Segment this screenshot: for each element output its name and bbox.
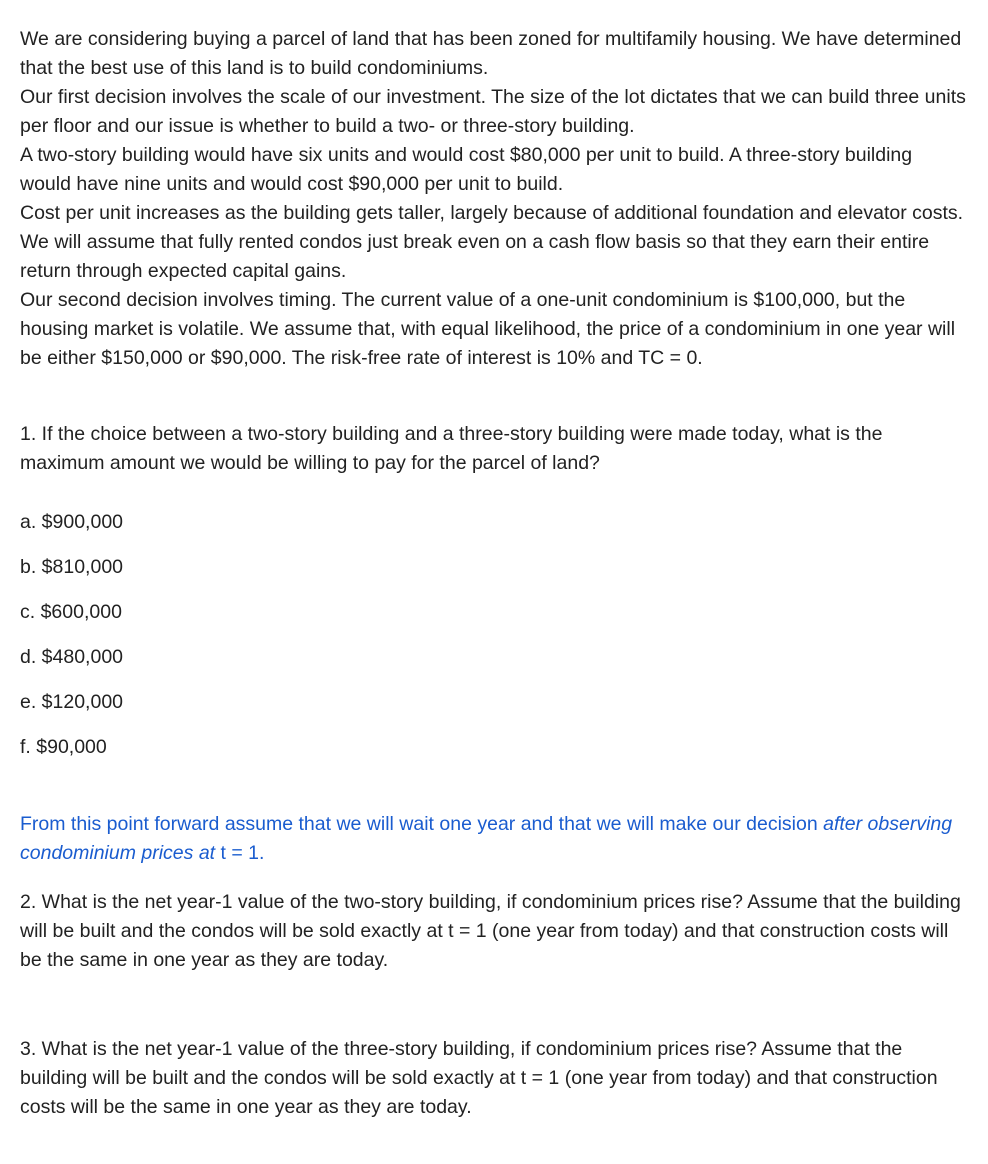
question-1: 1. If the choice between a two-story building and a three-story building were made today, what is the maximum amount we would be willing to pay for the parcel of land? xyxy=(20,423,883,474)
assumption-note xyxy=(20,810,968,868)
question-1-options xyxy=(20,508,968,762)
option-b[interactable]: b. $810,000 xyxy=(20,556,124,578)
option-c[interactable]: c. $600,000 xyxy=(20,601,122,623)
intro-paragraph-5: Our second decision involves timing. The current value of a one-unit condominium is $100,000, but the housing market is volatile. We assume that, with equal likelihood, the price of a condominium in one year will be either $150,000 or $90,000. The risk-free rate of interest is 10% and TC = 0. xyxy=(20,289,956,369)
question-2: 2. What is the net year-1 value of the two-story building, if condominium prices rise? Assume that the building will be built and the condos will be sold exactly at t = 1 (one year from today) and that construction costs will be the same in one year as they are today. xyxy=(20,890,961,971)
option-d[interactable]: d. $480,000 xyxy=(20,646,124,668)
option-e[interactable]: e. $120,000 xyxy=(20,691,124,713)
intro-paragraph-4: Cost per unit increases as the building gets taller, largely because of additional foundation and elevator costs. We will assume that fully rented condos just break even on a cash flow basis so that they earn their entire return through expected capital gains. xyxy=(20,202,964,282)
note-suffix: t = 1. xyxy=(215,842,265,864)
intro-paragraph-3: A two-story building would have six units and would cost $80,000 per unit to build. A three-story building would have nine units and would cost $90,000 per unit to build. xyxy=(20,144,913,195)
option-a[interactable]: a. $900,000 xyxy=(20,511,124,533)
intro-section xyxy=(20,25,968,373)
intro-paragraph-2: Our first decision involves the scale of our investment. The size of the lot dictates that we can build three units per floor and our issue is whether to build a two- or three-story building. xyxy=(20,86,966,137)
note-emphasis: after observing condominium prices at xyxy=(20,813,953,864)
intro-paragraph-1: We are considering buying a parcel of land that has been zoned for multifamily housing. We have determined that the best use of this land is to build condominiums. xyxy=(20,28,962,79)
note-prefix: From this point forward assume that we will wait one year and that we will make our decision xyxy=(20,813,824,835)
question-3: 3. What is the net year-1 value of the three-story building, if condominium prices rise? Assume that the building will be built and the condos will be sold exactly at t = 1 (one year from today) and that construction costs will be the same in one year as they are today. xyxy=(20,1037,938,1118)
option-f[interactable]: f. $90,000 xyxy=(20,736,107,758)
